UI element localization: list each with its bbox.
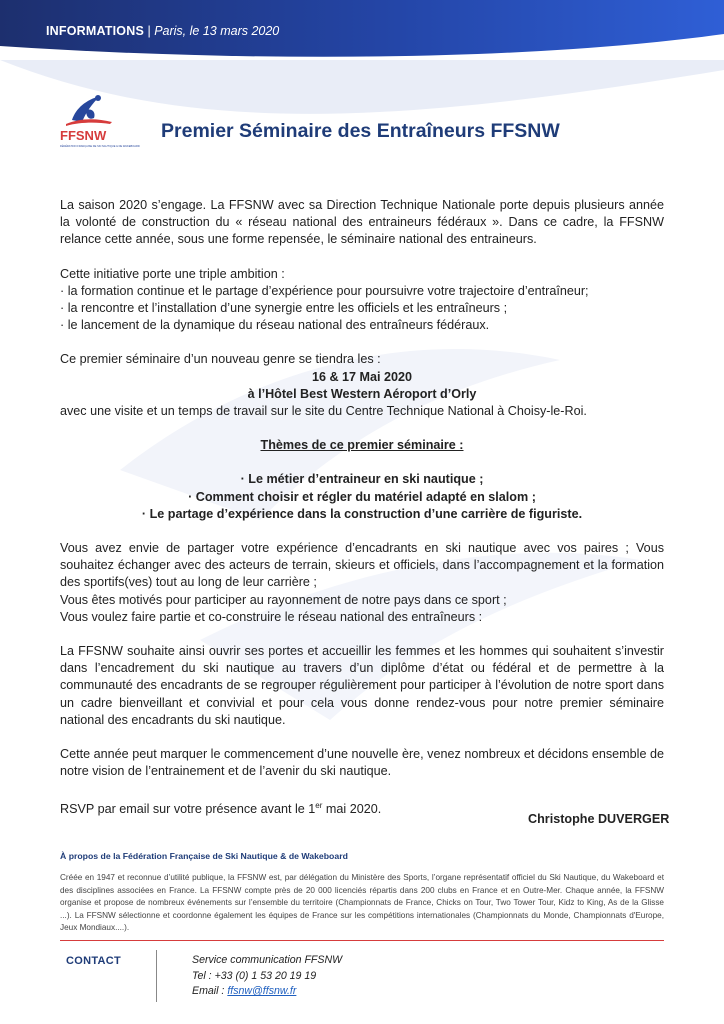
ambition-lead: Cette initiative porte une triple ambition : — [60, 266, 285, 281]
theme-item: · Le métier d’entraineur en ski nautique ; — [240, 472, 484, 487]
event-venue: à l’Hôtel Best Western Aéroport d’Orly — [247, 386, 477, 401]
rsvp-text: RSVP par email sur votre présence avant le 1 — [60, 802, 316, 817]
contact-service: Service communication FFSNW — [192, 954, 343, 966]
letter-body — [60, 197, 664, 819]
theme-item: · Comment choisir et régler du matériel adapté en slalom ; — [188, 489, 536, 504]
themes-heading: Thèmes de ce premier séminaire : — [260, 438, 464, 453]
invite-line: Vous êtes motivés pour participer au rayonnement de notre pays dans ce sport ; — [60, 592, 507, 607]
footer-divider — [60, 940, 664, 941]
contact-email-line — [192, 984, 342, 1000]
invite-paragraph: Vous avez envie de partager votre expérience d’encadrants en ski nautique avec vos paires ; Vous souhaitez échanger avec des acteurs de terrain, skieurs et officiels, dans l’accompagnement et la formation des sportifs(ves) tout au long de leur carrière ; — [60, 541, 664, 590]
closing-paragraph: Cette année peut marquer le commencement d’une nouvelle ère, venez nombreux et décidons ensemble de notre vision de l’entrainement et de l’avenir du ski nautique. — [60, 747, 664, 779]
event-lead: Ce premier séminaire d’un nouveau genre se tiendra les : — [60, 352, 381, 367]
signature: Christophe DUVERGER — [528, 812, 670, 826]
header-label: INFORMATIONS — [46, 24, 144, 38]
contact-label: CONTACT — [66, 955, 122, 967]
rsvp-text-end: mai 2020. — [322, 802, 382, 817]
contact-email-label: Email : — [192, 985, 228, 998]
header-info — [46, 24, 279, 38]
logo-text: FFSNW — [60, 128, 107, 143]
ambition-item: · la formation continue et le partage d’expérience pour poursuivre votre trajectoire d’entraîneur; — [60, 283, 589, 298]
event-dates: 16 & 17 Mai 2020 — [311, 369, 413, 384]
logo-subtitle: FÉDÉRATION FRANÇAISE DE SKI NAUTIQUE & DE WAKEBOARD — [60, 145, 140, 148]
contact-divider — [156, 950, 157, 1002]
header-separator: | — [144, 24, 155, 38]
mission-paragraph: La FFSNW souhaite ainsi ouvrir ses portes et accueillir les femmes et les hommes qui souhaitent s’investir dans l’encadrement du ski nautique au travers d’un diplôme d’état ou fédéral et de permettre à la communauté des encadrants de se regrouper régulièrement pour participer à l’évolution de notre sport dans un cadre bienveillant et convivial et pour cela vous donne rendez-vous pour notre premier séminaire national des encadrants du ski nautique. — [60, 644, 664, 727]
contact-tel: Tel : +33 (0) 1 53 20 19 19 — [192, 969, 317, 982]
email-link[interactable]: ffsnw@ffsnw.fr — [227, 985, 297, 998]
ffsnw-logo — [56, 86, 140, 158]
header-place-date: Paris, le 13 mars 2020 — [154, 24, 280, 38]
ambition-item: · la rencontre et l’installation d’une synergie entre les officiels et les entraîneurs ; — [60, 301, 508, 316]
intro-paragraph: La saison 2020 s’engage. La FFSNW avec sa Direction Technique Nationale porte depuis plusieurs année la volonté de construction du « réseau national des entraineurs fédéraux ». Dans ce cadre, la FFSNW relance cette année, sous une forme repensée, le séminaire national des entraineurs. — [60, 198, 664, 247]
theme-item: · Le partage d’expérience dans la construction d’une carrière de figuriste. — [141, 506, 583, 521]
about-text: Créée en 1947 et reconnue d’utilité publique, la FFSNW est, par délégation du Ministère des Sports, l’organe représentatif officiel du Ski Nautique, du Wakeboard et des disciplines associées en France. La FFSNW compte près de 20 000 licenciés répartis dans 200 clubs en France et en Outre-Mer. Chaque année, la FFSNW organise et propose de nombreux événements sur l’ensemble du territoire (Championnats de France, Chicks on Tour, Two Tower Tour, Kidz to King, As de la Glisse ...). La FFSNW sélectionne et coordonne également les équipes de France sur les compétitions internationales (Championnats du Monde, Championnats d'Europe, Jeux Mondiaux....). — [60, 873, 664, 933]
rsvp-superscript: er — [315, 801, 323, 811]
invite-line: Vous voulez faire partie et co-construire le réseau national des entraîneurs : — [60, 609, 483, 624]
contact-block — [192, 953, 342, 1000]
ambition-item: · le lancement de la dynamique du réseau national des entraîneurs fédéraux. — [60, 318, 490, 333]
page-title: Premier Séminaire des Entraîneurs FFSNW — [161, 120, 560, 142]
about-title: À propos de la Fédération Française de Ski Nautique & de Wakeboard — [60, 851, 348, 861]
event-visit: avec une visite et un temps de travail sur le site du Centre Technique National à Choisy-le-Roi. — [60, 404, 587, 419]
